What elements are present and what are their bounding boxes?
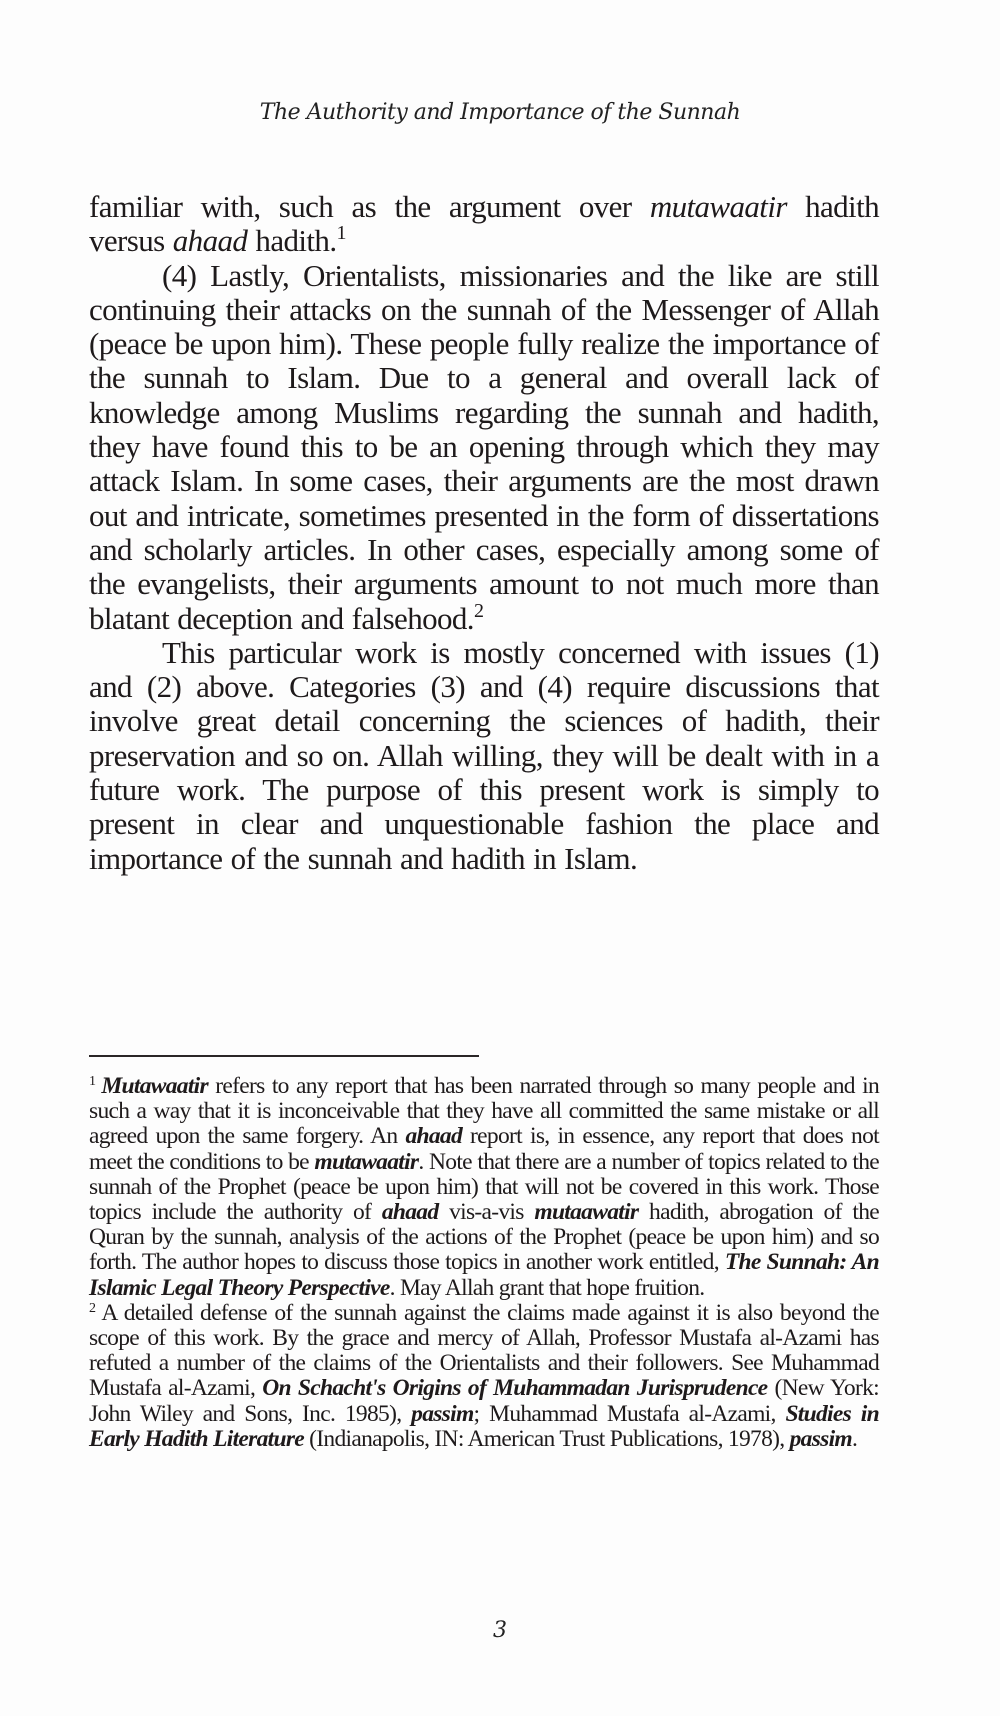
paragraph-2: (4) Lastly, Orientalists, missionaries and the like are still continuing their attacks on the sunnah of the Messenger of Allah (peace be upon him). These people fully realize the importance of the sunnah to Islam. Due to a general and overall lack of knowledge among Muslims regarding the sunnah and hadith, they have found this to be an opening through which they may attack Islam. In some cases, their arguments are the most drawn out and intricate, sometimes presented in the form of dissertations and scholarly articles. In other cases, especially among some of the evangelists, their arguments amount to not much more than blatant deception and falsehood.$^2$ xyxy=(89,257,879,636)
term-mutawaatir: mutawaatir xyxy=(649,189,787,224)
cited-title: On Schacht's Origins of Muhammadan Jurisprudence xyxy=(262,1375,768,1402)
footnote-1: $^1$ Mutawaatir refers to any report that has been narrated through so many people and in such a way that it is inconceivable that they have all committed the same mistake or all agreed upon the same forgery. An ahaad report is, in essence, any report that does not meet the conditions to be mutawaatir. Note that there are a number of topics related to the sunnah of the Prophet (peace be upon him) that will not be covered in this work. Those topics include the authority of ahaad vis-a-vis mutaawatir hadith, abrogation of the Quran by the sunnah, analysis of the actions of the Prophet (peace be upon him) and so forth. The author hopes to discuss those topics in another work entitled, The Sunnah: An Islamic Legal Theory Perspective. May Allah grant that hope fruition. xyxy=(89,1073,880,1301)
cited-title: Studies in Early Hadith Literature xyxy=(89,1400,880,1452)
footnotes xyxy=(89,1074,879,1452)
paragraph-1: familiar with, such as the argument over mutawaatir hadith versus ahaad hadith.$^1$ xyxy=(89,189,879,259)
footnote-ref-2: 2 xyxy=(473,599,484,622)
body-text xyxy=(89,190,879,876)
footnote-number: 2 xyxy=(89,1300,96,1316)
cited-title: The Sunnah: An Islamic Legal Theory Perspective xyxy=(89,1249,879,1301)
running-head: The Authority and Importance of the Sunnah xyxy=(259,100,741,125)
page-number: 3 xyxy=(493,1618,507,1643)
footnote-2: $^2$ A detailed defense of the sunnah against the claims made against it is also beyond the scope of this work. By the grace and mercy of Allah, Professor Mustafa al-Azami has refuted a number of the claims of the Orientalists and their followers. See Muhammad Mustafa al-Azami, On Schacht's Origins of Muhammadan Jurisprudence (New York: John Wiley and Sons, Inc. 1985), passim; Muhammad Mustafa al-Azami, Studies in Early Hadith Literature (Indianapolis, IN: American Trust Publications, 1978), passim. xyxy=(89,1299,880,1452)
term-ahaad: ahaad xyxy=(172,223,248,259)
footnote-divider xyxy=(89,1055,479,1057)
footnote-ref-1: 1 xyxy=(336,222,346,245)
footnote-number: 1 xyxy=(89,1074,96,1089)
paragraph-3: This particular work is mostly concerned with issues (1) and (2) above. Categories (3) and (4) require discussions that involve great detail concerning the sciences of hadith, their preservation and so on. Allah willing, they will be dealt with in a future work. The purpose of this present work is simply to present in clear and unquestionable fashion the place and importance of the sunnah and hadith in Islam. xyxy=(89,634,879,876)
